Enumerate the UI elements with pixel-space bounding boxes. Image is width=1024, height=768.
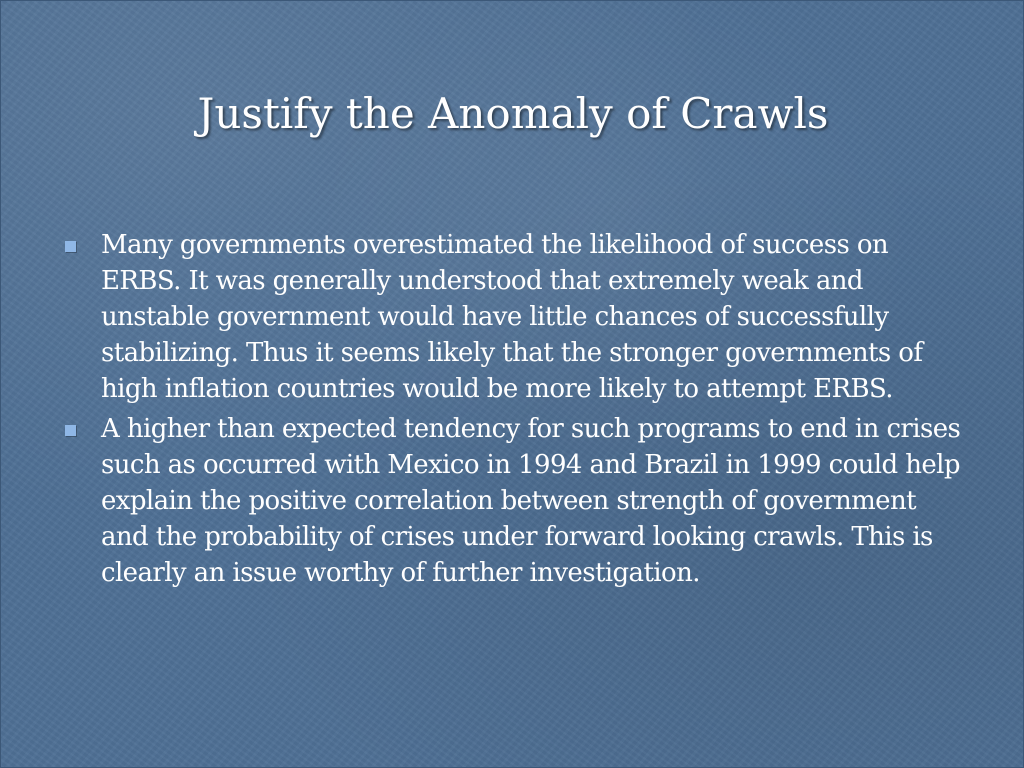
bullet-text: Many governments overestimated the likelihood of success on ERBS. It was generally understood that extremely weak and unstable government would have little chances of successfully stabilizing. Thus it seems likely that the stronger governments of high inflation countries would be more likely to attempt ERBS.: [101, 230, 923, 404]
square-bullet-icon: [65, 241, 76, 252]
square-bullet-icon: [65, 425, 76, 436]
bullet-item: [61, 227, 961, 407]
slide-title: Justify the Anomaly of Crawls: [197, 89, 829, 138]
bullet-text: A higher than expected tendency for such programs to end in crises such as occurred with Mexico in 1994 and Brazil in 1999 could help explain the positive correlation between strength of government and the probability of crises under forward looking crawls. This is clearly an issue worthy of further investigation.: [101, 414, 961, 588]
bullet-list: [61, 227, 961, 595]
bullet-item: [61, 411, 961, 591]
